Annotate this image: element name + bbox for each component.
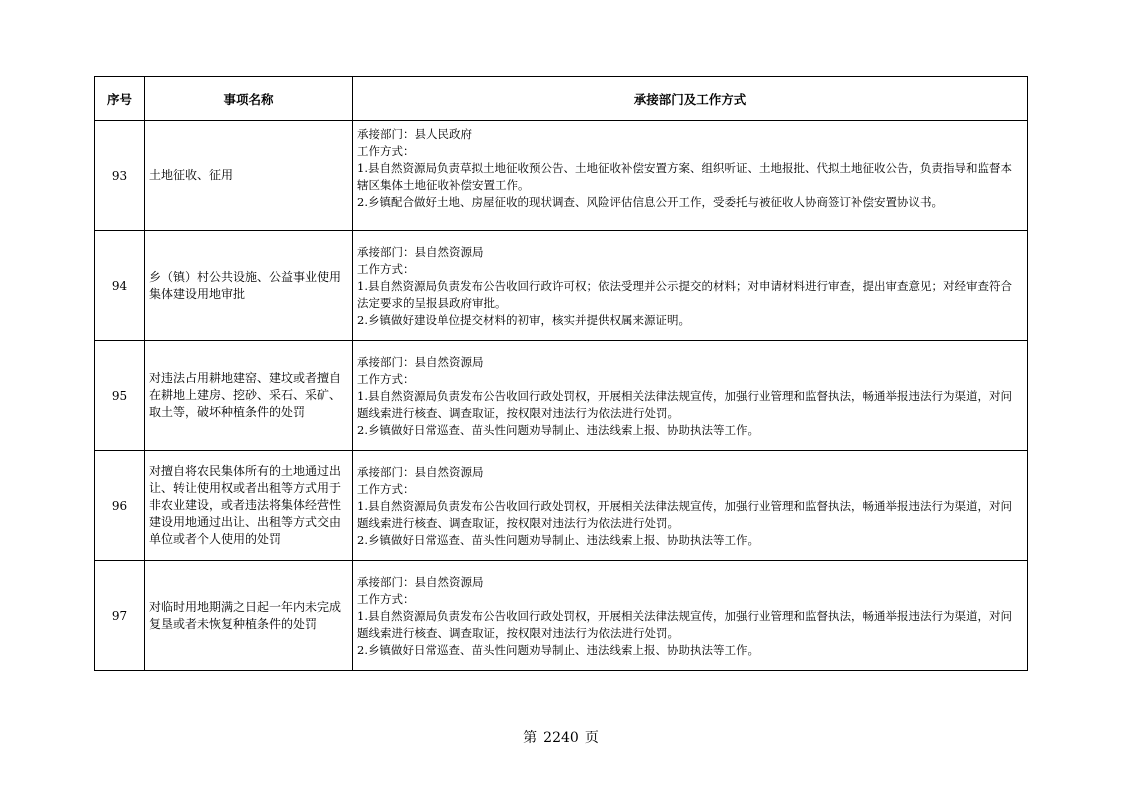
mode-item-1: 1.县自然资源局负责草拟土地征收预公告、土地征收补偿安置方案、组织听证、土地报批、代拟土地征收公告，负责指导和监督本辖区集体土地征收补偿安置工作。	[357, 161, 1012, 192]
table-row	[95, 561, 1028, 671]
dept-and-mode	[353, 121, 1028, 231]
header-name: 事项名称	[145, 77, 353, 121]
table-header-row	[95, 77, 1028, 121]
mode-label: 工作方式：	[357, 144, 415, 158]
row-number: 95	[95, 341, 145, 451]
matter-name: 乡（镇）村公共设施、公益事业使用集体建设用地审批	[145, 231, 353, 341]
dept-line: 承接部门：县自然资源局	[357, 465, 484, 479]
mode-item-1: 1.县自然资源局负责发布公告收回行政处罚权，开展相关法律法规宣传，加强行业管理和监督执法，畅通举报违法行为渠道，对问题线索进行核查、调查取证，按权限对违法行为依法进行处罚。	[357, 499, 1012, 530]
mode-item-2: 2.乡镇做好日常巡查、苗头性问题劝导制止、违法线索上报、协助执法等工作。	[357, 643, 759, 657]
page-number: 2240	[543, 730, 579, 746]
mode-item-2: 2.乡镇做好建设单位提交材料的初审，核实并提供权属来源证明。	[357, 313, 690, 327]
matter-name: 土地征收、征用	[145, 121, 353, 231]
mode-item-1: 1.县自然资源局负责发布公告收回行政处罚权，开展相关法律法规宣传，加强行业管理和监督执法，畅通举报违法行为渠道，对问题线索进行核查、调查取证，按权限对违法行为依法进行处罚。	[357, 389, 1012, 420]
mode-label: 工作方式：	[357, 372, 415, 386]
row-number: 93	[95, 121, 145, 231]
table-row	[95, 451, 1028, 561]
dept-and-mode	[353, 231, 1028, 341]
dept-and-mode	[353, 451, 1028, 561]
matter-name: 对违法占用耕地建窑、建坟或者擅自在耕地上建房、挖砂、采石、采矿、取土等，破坏种植条件的处罚	[145, 341, 353, 451]
page-suffix: 页	[584, 730, 599, 746]
matters-table	[94, 76, 1028, 671]
page-footer	[0, 727, 1122, 747]
table-row	[95, 121, 1028, 231]
dept-and-mode	[353, 561, 1028, 671]
row-number: 96	[95, 451, 145, 561]
mode-item-1: 1.县自然资源局负责发布公告收回行政许可权；依法受理并公示提交的材料；对申请材料进行审查，提出审查意见；对经审查符合法定要求的呈报县政府审批。	[357, 279, 1012, 310]
matter-name: 对擅自将农民集体所有的土地通过出让、转让使用权或者出租等方式用于非农业建设，或者违法将集体经营性建设用地通过出让、出租等方式交由单位或者个人使用的处罚	[145, 451, 353, 561]
page-prefix: 第	[523, 730, 538, 746]
row-number: 94	[95, 231, 145, 341]
mode-item-1: 1.县自然资源局负责发布公告收回行政处罚权，开展相关法律法规宣传，加强行业管理和监督执法，畅通举报违法行为渠道，对问题线索进行核查、调查取证，按权限对违法行为依法进行处罚。	[357, 609, 1012, 640]
header-dept: 承接部门及工作方式	[353, 77, 1028, 121]
mode-item-2: 2.乡镇做好日常巡查、苗头性问题劝导制止、违法线索上报、协助执法等工作。	[357, 533, 759, 547]
dept-line: 承接部门：县自然资源局	[357, 245, 484, 259]
mode-label: 工作方式：	[357, 592, 415, 606]
dept-and-mode	[353, 341, 1028, 451]
dept-line: 承接部门：县人民政府	[357, 127, 472, 141]
dept-line: 承接部门：县自然资源局	[357, 575, 484, 589]
matter-name: 对临时用地期满之日起一年内未完成复垦或者未恢复种植条件的处罚	[145, 561, 353, 671]
table-row	[95, 231, 1028, 341]
mode-item-2: 2.乡镇配合做好土地、房屋征收的现状调查、风险评估信息公开工作，受委托与被征收人协商签订补偿安置协议书。	[357, 195, 943, 209]
mode-label: 工作方式：	[357, 262, 415, 276]
mode-item-2: 2.乡镇做好日常巡查、苗头性问题劝导制止、违法线索上报、协助执法等工作。	[357, 423, 759, 437]
mode-label: 工作方式：	[357, 482, 415, 496]
header-no: 序号	[95, 77, 145, 121]
table-row	[95, 341, 1028, 451]
dept-line: 承接部门：县自然资源局	[357, 355, 484, 369]
row-number: 97	[95, 561, 145, 671]
